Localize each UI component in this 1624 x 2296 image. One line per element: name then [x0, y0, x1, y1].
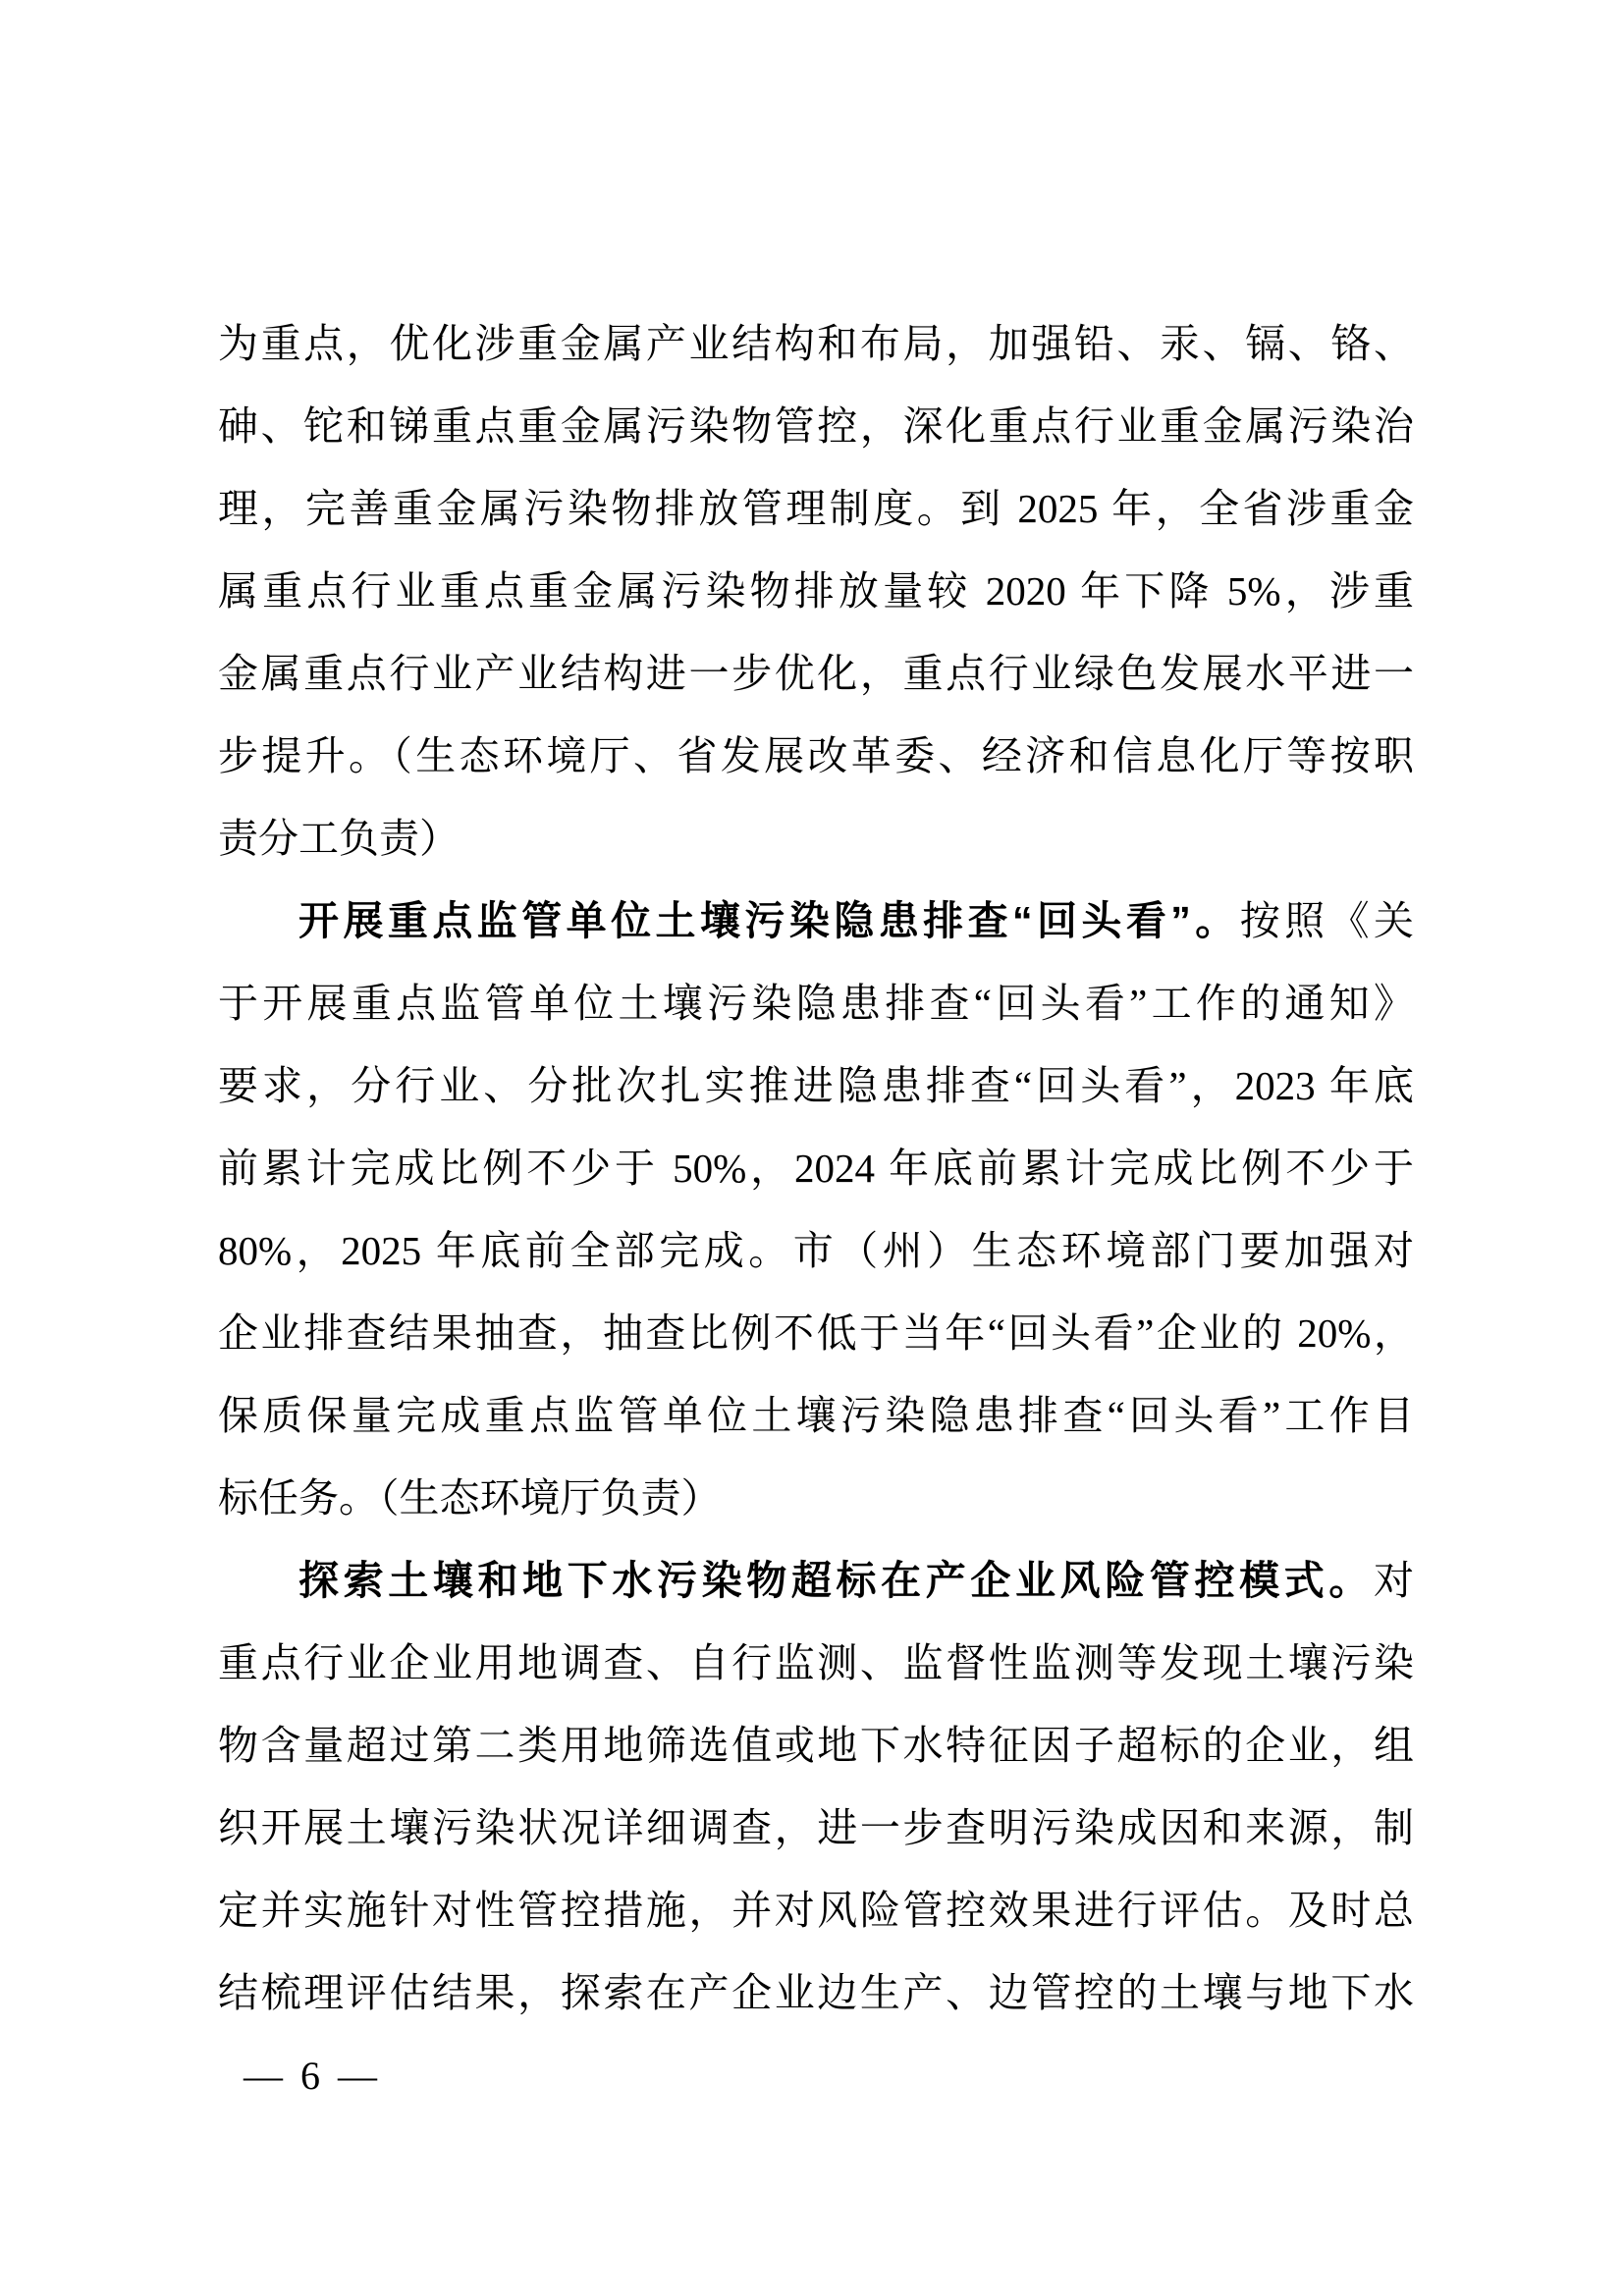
text-run: 结梳理评估结果，探索在产企业边生产、边管控的土壤与地下水 — [218, 1970, 1414, 2015]
text-line — [218, 467, 1414, 550]
page-number: — 6 — — [244, 2054, 377, 2098]
text-line — [218, 715, 1414, 797]
text-line — [218, 880, 1414, 962]
text-line — [218, 385, 1414, 467]
text-run: 前累计完成比例不少于 50%，2024 年底前累计完成比例不少于 — [218, 1146, 1414, 1191]
text-line — [218, 1704, 1414, 1787]
text-line — [218, 1127, 1414, 1209]
text-run: 为重点，优化涉重金属产业结构和布局，加强铅、汞、镉、铬、 — [218, 321, 1414, 366]
text-run: 于开展重点监管单位土壤污染隐患排查“回头看”工作的通知》 — [218, 981, 1414, 1026]
bold-text-run: 探索土壤和地下水污染物超标在产企业风险管控模式。 — [298, 1558, 1374, 1603]
text-run: 责分工负责） — [218, 816, 460, 861]
text-line — [218, 632, 1414, 715]
text-line — [218, 962, 1414, 1044]
text-line — [218, 797, 1414, 880]
document-body — [218, 302, 1414, 2034]
text-run: 砷、铊和锑重点重金属污染物管控，深化重点行业重金属污染治 — [218, 403, 1414, 449]
text-run: 金属重点行业产业结构进一步优化，重点行业绿色发展水平进一 — [218, 651, 1414, 696]
text-run: 重点行业企业用地调查、自行监测、监督性监测等发现土壤污染 — [218, 1640, 1414, 1685]
text-run: 属重点行业重点重金属污染物排放量较 2020 年下降 5%，涉重 — [218, 568, 1414, 614]
text-run: 按照《关 — [1239, 898, 1414, 943]
text-line — [218, 1292, 1414, 1374]
text-run: 物含量超过第二类用地筛选值或地下水特征因子超标的企业，组 — [218, 1723, 1414, 1768]
text-run: 理，完善重金属污染物排放管理制度。到 2025 年，全省涉重金 — [218, 486, 1414, 531]
text-run: 步提升。（生态环境厅、省发展改革委、经济和信息化厅等按职 — [218, 733, 1414, 778]
text-line — [218, 1457, 1414, 1539]
text-run: 标任务。（生态环境厅负责） — [218, 1475, 722, 1521]
text-line — [218, 1951, 1414, 2034]
bold-text-run: 开展重点监管单位土壤污染隐患排查“回头看”。 — [298, 898, 1240, 943]
text-run: 织开展土壤污染状况详细调查，进一步查明污染成因和来源，制 — [218, 1805, 1414, 1850]
text-line — [218, 1539, 1414, 1622]
text-line — [218, 1787, 1414, 1869]
text-line — [218, 302, 1414, 385]
text-run: 保质保量完成重点监管单位土壤污染隐患排查“回头看”工作目 — [218, 1393, 1414, 1438]
text-run: 企业排查结果抽查，抽查比例不低于当年“回头看”企业的 20%， — [218, 1310, 1414, 1356]
text-line — [218, 550, 1414, 632]
text-run: 80%，2025 年底前全部完成。市（州）生态环境部门要加强对 — [218, 1228, 1414, 1273]
text-line — [218, 1622, 1414, 1704]
text-run: 定并实施针对性管控措施，并对风险管控效果进行评估。及时总 — [218, 1888, 1414, 1933]
text-run: 对 — [1374, 1558, 1414, 1603]
text-run: 要求，分行业、分批次扎实推进隐患排查“回头看”，2023 年底 — [218, 1063, 1414, 1108]
text-line — [218, 1044, 1414, 1127]
text-line — [218, 1209, 1414, 1292]
text-line — [218, 1374, 1414, 1457]
text-line — [218, 1869, 1414, 1951]
